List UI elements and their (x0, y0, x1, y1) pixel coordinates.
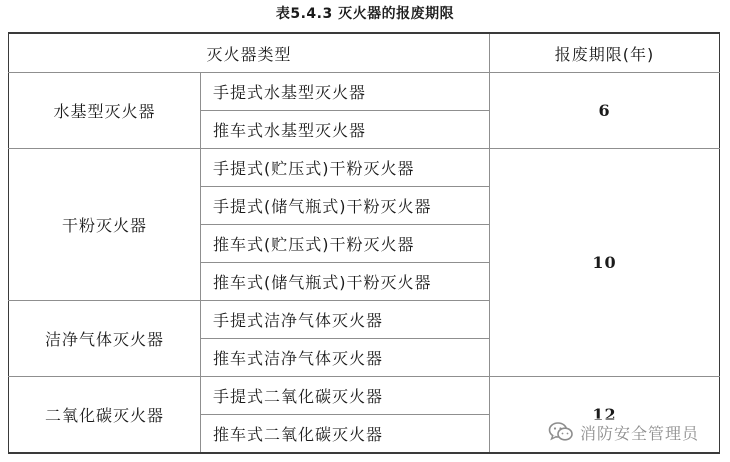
wechat-icon (548, 421, 574, 443)
category-dry-powder: 干粉灭火器 (9, 149, 201, 301)
category-clean-agent: 洁净气体灭火器 (9, 301, 201, 377)
type-cell: 推车式洁净气体灭火器 (201, 339, 490, 377)
type-cell: 手提式(储气瓶式)干粉灭火器 (201, 187, 490, 225)
category-co2: 二氧化碳灭火器 (9, 377, 201, 454)
years-water-based: 6 (490, 73, 720, 149)
type-cell: 推车式二氧化碳灭火器 (201, 415, 490, 454)
years-dry-powder-clean-agent: 10 (490, 149, 720, 377)
category-water-based: 水基型灭火器 (9, 73, 201, 149)
type-cell: 手提式(贮压式)干粉灭火器 (201, 149, 490, 187)
type-cell: 手提式水基型灭火器 (201, 73, 490, 111)
table-row (9, 149, 720, 187)
header-years: 报废期限(年) (490, 33, 720, 73)
type-cell: 推车式水基型灭火器 (201, 111, 490, 149)
type-cell: 推车式(贮压式)干粉灭火器 (201, 225, 490, 263)
watermark (548, 418, 699, 446)
table-row (9, 377, 720, 415)
years-co2: 12 (490, 377, 720, 454)
type-cell: 推车式(储气瓶式)干粉灭火器 (201, 263, 490, 301)
table-caption: 表5.4.3 灭火器的报废期限 (275, 6, 455, 22)
type-cell: 手提式洁净气体灭火器 (201, 301, 490, 339)
type-cell: 手提式二氧化碳灭火器 (201, 377, 490, 415)
extinguisher-lifespan-table (8, 32, 720, 454)
table-row (9, 73, 720, 111)
watermark-text: 消防安全管理员 (580, 423, 700, 443)
table-header-row (9, 33, 720, 73)
header-type: 灭火器类型 (9, 33, 490, 73)
